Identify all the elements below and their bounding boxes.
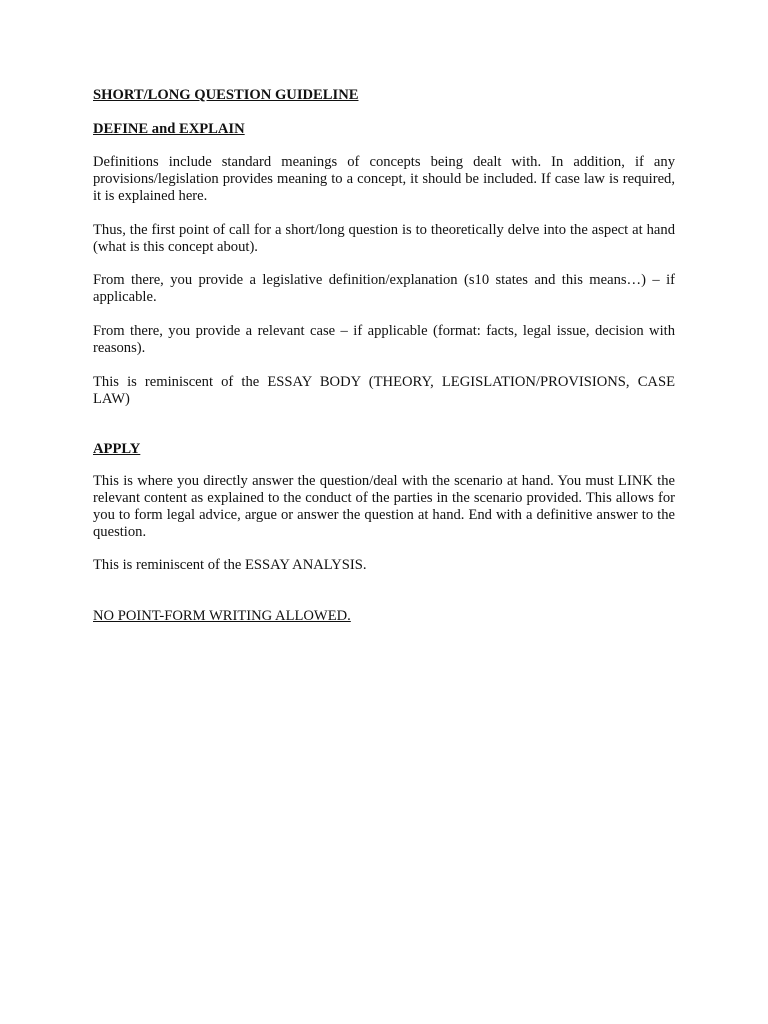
paragraph-legislative-definition: From there, you provide a legislative definition/explanation (s10 states and this means…) – if applicable. bbox=[93, 272, 675, 305]
paragraph-essay-analysis: This is reminiscent of the ESSAY ANALYSIS. bbox=[93, 557, 367, 573]
section-heading-apply: APPLY bbox=[93, 441, 141, 457]
paragraph-definitions: Definitions include standard meanings of concepts being dealt with. In addition, if any provisions/legislation provides meaning to a concept, it should be included. If case law is required, it is explained here. bbox=[93, 154, 675, 204]
paragraph-essay-body: This is reminiscent of the ESSAY BODY (THEORY, LEGISLATION/PROVISIONS, CASE LAW) bbox=[93, 374, 675, 407]
section-heading-define-explain: DEFINE and EXPLAIN bbox=[93, 121, 245, 137]
paragraph-first-point: Thus, the first point of call for a short/long question is to theoretically delve into the aspect at hand (what is this concept about). bbox=[93, 222, 675, 255]
footer-note: NO POINT-FORM WRITING ALLOWED. bbox=[93, 608, 351, 624]
paragraph-apply: This is where you directly answer the question/deal with the scenario at hand. You must LINK the relevant content as explained to the conduct of the parties in the scenario provided. This allows for you to form legal advice, argue or answer the question at hand. End with a definitive answer to the question. bbox=[93, 473, 675, 540]
paragraph-relevant-case: From there, you provide a relevant case – if applicable (format: facts, legal issue, decision with reasons). bbox=[93, 323, 675, 356]
document-title: SHORT/LONG QUESTION GUIDELINE bbox=[93, 87, 359, 103]
